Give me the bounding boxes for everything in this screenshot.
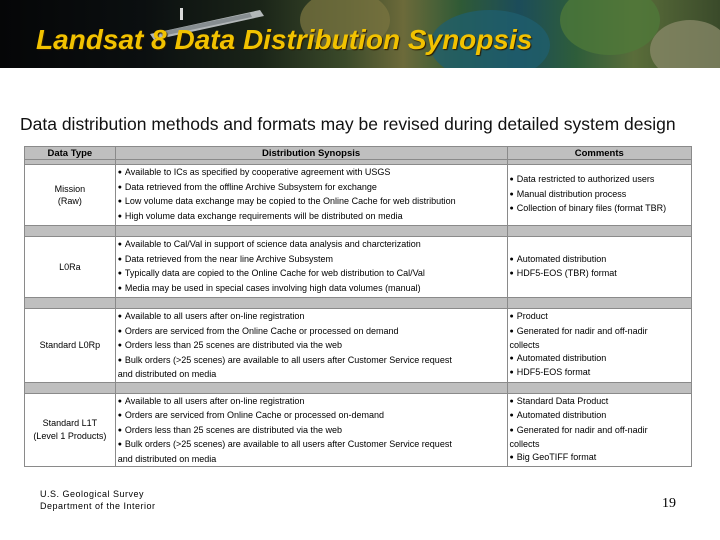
data-type-cell (25, 237, 116, 298)
synopsis-item: ● Available to ICs as specified by cooperative agreement with USGS (118, 166, 505, 181)
page-title: Landsat 8 Data Distribution Synopsis (36, 24, 533, 55)
synopsis-item: ● Bulk orders (>25 scenes) are available to all users after Customer Service request (118, 438, 505, 453)
synopsis-cell (115, 165, 507, 226)
synopsis-item: ● Typically data are copied to the Online Cache for web distribution to Cal/Val (118, 267, 505, 282)
table-row-l0rp (25, 309, 692, 383)
comment-item: ● Standard Data Product (510, 395, 689, 410)
synopsis-item: ● Available to all users after on-line registration (118, 395, 505, 410)
page-number: 19 (662, 496, 676, 511)
synopsis-item: ● Orders less than 25 scenes are distributed via the web (118, 424, 505, 439)
comment-item: ● Automated distribution (510, 352, 689, 367)
comment-item-continued: collects (509, 340, 540, 350)
comments-cell (507, 309, 691, 383)
data-type-sublabel: (Level 1 Products) (33, 430, 107, 441)
comment-item: ● Generated for nadir and off-nadir (510, 424, 689, 439)
table-row-mission (25, 165, 692, 226)
column-header: Distribution Synopsis (115, 147, 507, 160)
synopsis-cell (115, 393, 507, 467)
data-type-label: Standard L0Rp (39, 340, 101, 350)
comment-item: ● Collection of binary files (format TBR) (510, 202, 689, 217)
synopsis-item: ● Orders less than 25 scenes are distributed via the web (118, 339, 505, 354)
data-type-label: L0Ra (59, 261, 81, 272)
comment-item: ● HDF5-EOS format (510, 366, 689, 381)
table-header-row (25, 147, 692, 160)
synopsis-item: ● Available to all users after on-line registration (118, 310, 505, 325)
footer-agency (40, 488, 156, 512)
distribution-table (24, 146, 692, 467)
data-type-sublabel: (Raw) (57, 196, 82, 206)
data-type-cell (25, 393, 116, 467)
synopsis-item: ● Bulk orders (>25 scenes) are available to all users after Customer Service request (118, 354, 505, 369)
comment-item-continued: collects (509, 439, 540, 449)
column-header: Data Type (25, 147, 116, 160)
footer-line-1: U.S. Geological Survey (40, 489, 145, 499)
comments-cell (507, 165, 691, 226)
synopsis-item: ● Orders are serviced from the Online Cache or processed on demand (118, 325, 505, 340)
header-banner (0, 0, 720, 68)
comments-cell (507, 393, 691, 467)
comment-item: ● Manual distribution process (510, 188, 689, 203)
data-type-label: Mission (54, 183, 86, 194)
comment-item: ● HDF5-EOS (TBR) format (510, 267, 689, 282)
synopsis-item: ● Data retrieved from the near line Archive Subsystem (118, 253, 505, 268)
comment-item: ● Data restricted to authorized users (510, 173, 689, 188)
comment-item: ● Automated distribution (510, 409, 689, 424)
synopsis-item-continued: and distributed on media (117, 453, 217, 464)
table-row-l1t (25, 393, 692, 467)
column-header: Comments (507, 147, 691, 160)
synopsis-cell (115, 309, 507, 383)
synopsis-item: ● Available to Cal/Val in support of science data analysis and charcterization (118, 238, 505, 253)
table-row-l0ra (25, 237, 692, 298)
data-type-cell (25, 309, 116, 383)
footer-line-2: Department of the Interior (40, 501, 156, 511)
data-type-label: Standard L1T (42, 418, 98, 429)
comment-item: ● Generated for nadir and off-nadir (510, 325, 689, 340)
subtitle: Data distribution methods and formats may be revised during detailed system design (20, 114, 676, 134)
synopsis-item: ● Media may be used in special cases involving high data volumes (manual) (118, 282, 505, 297)
banner-imagery (650, 20, 720, 68)
synopsis-cell (115, 237, 507, 298)
comment-item: ● Big GeoTIFF format (510, 451, 689, 466)
synopsis-item: ● Data retrieved from the offline Archive Subsystem for exchange (118, 181, 505, 196)
synopsis-item: ● Orders are serviced from Online Cache or processed on-demand (118, 409, 505, 424)
comment-item: ● Product (510, 310, 689, 325)
comment-item: ● Automated distribution (510, 253, 689, 268)
data-type-cell (25, 165, 116, 226)
banner-imagery (560, 0, 660, 55)
synopsis-item: ● Low volume data exchange may be copied to the Online Cache for web distribution (118, 195, 505, 210)
synopsis-item-continued: and distributed on media (117, 369, 217, 379)
comments-cell (507, 237, 691, 298)
synopsis-item: ● High volume data exchange requirements will be distributed on media (118, 210, 505, 225)
